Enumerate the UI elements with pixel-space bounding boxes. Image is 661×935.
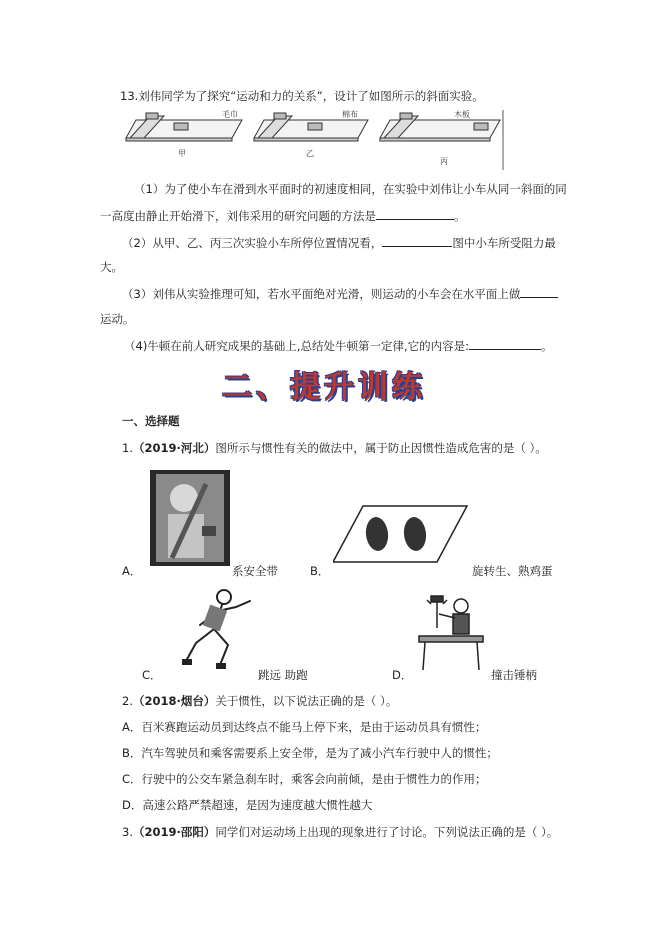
q13-p3-line2: 运动。 <box>100 312 135 326</box>
q13-p1-line2: 一高度由静止开始滑下，刘伟采用的研究问题的方法是 。 <box>100 209 466 223</box>
answer-blank-3[interactable] <box>520 285 558 298</box>
q1-stem: 1.（2019·河北）图所示与惯性有关的做法中，属于防止因惯性造成危害的是（ ）。 <box>122 441 547 455</box>
option-c[interactable]: C． <box>142 668 162 682</box>
q2-stem: 2.（2018·烟台）关于惯性，以下说法正确的是（ ）。 <box>122 694 398 708</box>
option-c-runner-image <box>180 585 260 671</box>
option-c-label: 跳远 助跑 <box>258 668 308 682</box>
option-a-label: 系安全带 <box>232 564 278 578</box>
q2-option-b[interactable]: B．汽车驾驶员和乘客需要系上安全带，是为了减小汽车行驶中人的惯性； <box>122 746 498 760</box>
q1-source: （2019·河北） <box>132 441 216 455</box>
answer-blank-4[interactable] <box>469 337 541 350</box>
q13-p2-line2: 大。 <box>100 260 123 274</box>
bing-label: 丙 <box>440 157 448 166</box>
bing-cart <box>474 123 488 130</box>
yi-material-label: 棉布 <box>342 110 358 119</box>
option-b-eggs-image <box>333 504 469 564</box>
q13-p1-line1: （1）为了使小车在滑到水平面时的初速度相同，在实验中刘伟让小车从同一斜面的同 <box>134 182 567 196</box>
option-d-label: 撞击锤柄 <box>491 668 537 682</box>
q13-p2-line1: （2）从甲、乙、丙三次实验小车所停位置情况看， 图中小车所受阻力最 <box>122 236 556 250</box>
q2-option-d[interactable]: D．高速公路严禁超速，是因为速度越大惯性越大 <box>122 798 373 812</box>
q13-p3-line1: （3）刘伟从实验推理可知，若水平面绝对光滑，则运动的小车会在水平面上做 <box>122 285 558 302</box>
jia-label: 甲 <box>178 149 186 158</box>
jia-cart-start <box>146 113 158 119</box>
option-d-hammer-image <box>417 594 489 672</box>
option-a[interactable]: A． <box>122 564 142 578</box>
jia-material-label: 毛巾 <box>222 110 238 119</box>
incline-experiment-figure <box>124 108 506 170</box>
subsection-heading: 一、选择题 <box>122 414 180 428</box>
option-d[interactable]: D． <box>392 668 413 682</box>
jia-cart <box>174 123 188 130</box>
q3-source: （2019·邵阳） <box>132 825 216 839</box>
option-b[interactable]: B． <box>310 564 330 578</box>
q13-stem: 13.刘伟同学为了探究“运动和力的关系”，设计了如图所示的斜面实验。 <box>120 89 484 103</box>
section-title: 二、提升训练 <box>222 370 426 405</box>
yi-cart <box>308 123 322 130</box>
option-b-label: 旋转生、熟鸡蛋 <box>472 564 553 578</box>
yi-label: 乙 <box>306 149 314 158</box>
answer-blank-1[interactable] <box>376 207 454 220</box>
q3-stem: 3.（2019·邵阳）同学们对运动场上出现的现象进行了讨论。下列说法正确的是（ ）。 <box>122 825 559 839</box>
q2-source: （2018·烟台） <box>132 694 216 708</box>
option-a-seatbelt-image <box>150 470 230 566</box>
answer-blank-2[interactable] <box>382 234 452 247</box>
q2-option-a[interactable]: A．百米赛跑运动员到达终点不能马上停下来，是由于运动员具有惯性； <box>122 720 487 734</box>
bing-cart-start <box>400 113 412 119</box>
q13-p4: （4)牛顿在前人研究成果的基础上,总结处牛顿第一定律,它的内容是: 。 <box>124 339 553 353</box>
q13-p1-text: 一高度由静止开始滑下，刘伟采用的研究问题的方法是 <box>100 209 376 223</box>
yi-cart-start <box>274 113 286 119</box>
bing-material-label: 木板 <box>454 110 470 119</box>
q2-option-c[interactable]: C．行驶中的公交车紧急刹车时，乘客会向前倾，是由于惯性力的作用； <box>122 772 487 786</box>
